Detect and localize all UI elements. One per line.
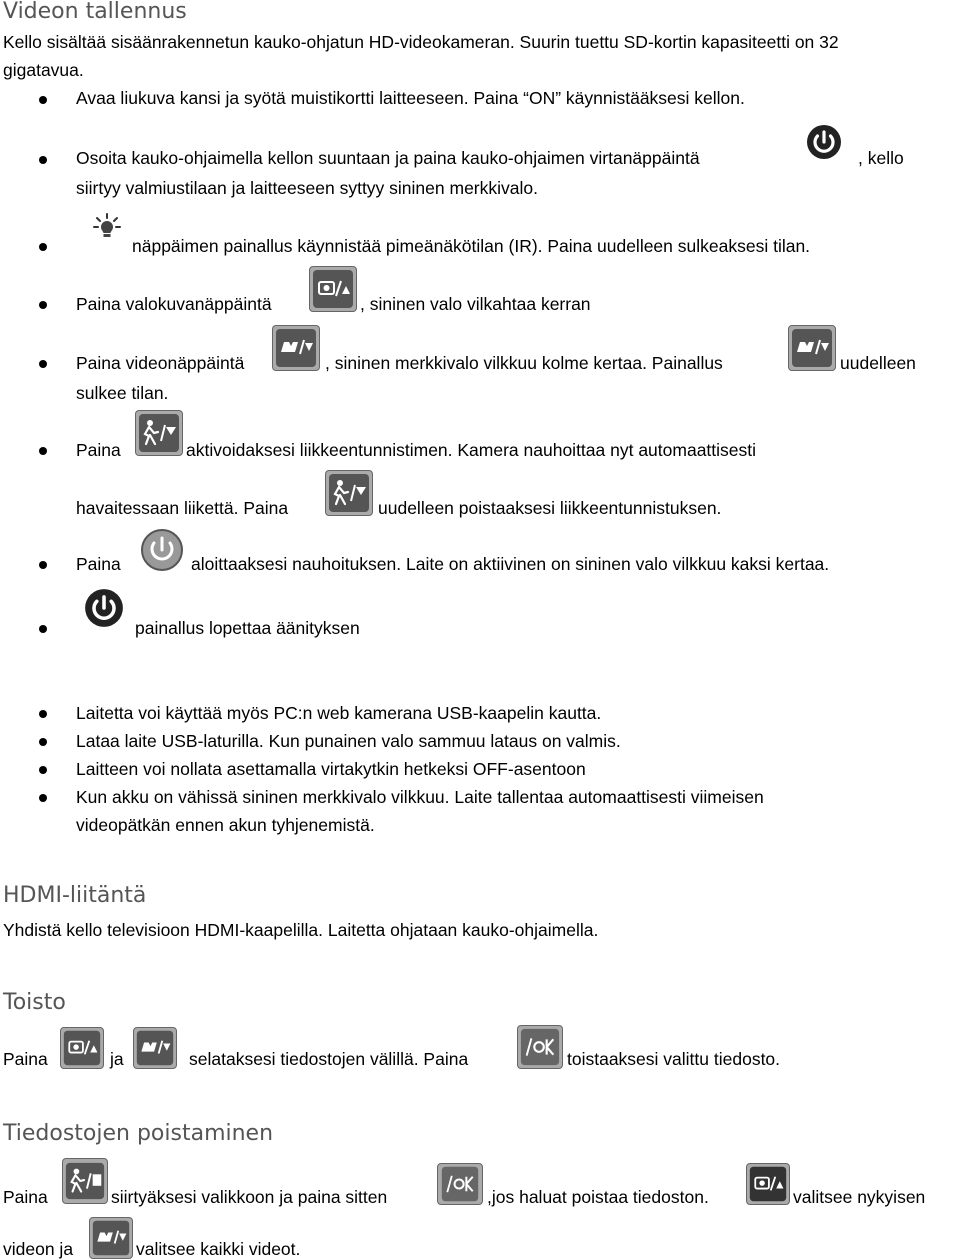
bullet-battery-text: Kun akku on vähissä sininen merkkivalo vilkkuu. Laite tallentaa automaattisesti viimeisen	[76, 787, 764, 807]
power-icon	[806, 124, 842, 160]
bullet	[39, 766, 47, 774]
bullet-video-text-mid: , sininen merkkivalo vilkkuu kolme kertaa. Painallus	[325, 353, 723, 373]
bullet-remote-text-end: , kello	[858, 148, 904, 168]
bullet-video-text-end: uudelleen	[840, 353, 916, 373]
bullet-photo-text: Paina valokuvanäppäintä	[76, 294, 272, 314]
bullet-charge-text: Lataa laite USB-laturilla. Kun punainen valo sammuu lataus on valmis.	[76, 731, 621, 751]
bullet-stop-text: painallus lopettaa äänityksen	[135, 618, 360, 638]
hdmi-section-title: HDMI-liitäntä	[3, 883, 147, 908]
bullet	[39, 156, 47, 164]
bullet-motion-text-cont: havaitessaan liikettä. Paina	[76, 498, 289, 518]
motion-button-icon	[325, 470, 373, 516]
ir-light-icon	[92, 212, 122, 242]
video-section-title: Videon tallennus	[3, 0, 187, 24]
motion-button-icon	[135, 410, 183, 456]
bullet	[39, 447, 47, 455]
video-intro-line1: Kello sisältää sisäänrakennetun kauko-ohjatun HD-videokameran. Suurin tuettu SD-kortin kapasiteetti on 32	[3, 32, 839, 52]
delete-text-6: valitsee kaikki videot.	[136, 1239, 301, 1259]
bullet-video-text-cont: sulkee tilan.	[76, 383, 169, 403]
bullet-record-text: Paina	[76, 554, 121, 574]
bullet-remote-text: Osoita kauko-ohjaimella kellon suuntaan ja paina kauko-ohjaimen virtanäppäintä	[76, 148, 700, 168]
bullet	[39, 794, 47, 802]
bullet-record-text-end: aloittaaksesi nauhoituksen. Laite on aktiivinen on sininen valo vilkkuu kaksi kertaa.	[191, 554, 830, 574]
delete-section-title: Tiedostojen poistaminen	[3, 1121, 274, 1146]
bullet-insert-card: Avaa liukuva kansi ja syötä muistikortti laitteeseen. Paina “ON” käynnistääksesi kellon.	[76, 88, 745, 108]
bullet-webcam-text: Laitetta voi käyttää myös PC:n web kamerana USB-kaapelin kautta.	[76, 703, 602, 723]
delete-text-1: Paina	[3, 1187, 48, 1207]
playback-text-4: toistaaksesi valittu tiedosto.	[567, 1049, 781, 1069]
bullet	[39, 301, 47, 309]
ok-button-icon	[517, 1025, 563, 1069]
bullet-reset-text: Laitteen voi nollata asettamalla virtakytkin hetkeksi OFF-asentoon	[76, 759, 586, 779]
bullet-motion-text-mid: aktivoidaksesi liikkeentunnistimen. Kamera nauhoittaa nyt automaattisesti	[186, 440, 757, 460]
playback-text-3: selataksesi tiedostojen välillä. Paina	[189, 1049, 469, 1069]
menu-button-icon	[62, 1158, 108, 1204]
bullet	[39, 96, 47, 104]
delete-text-3: ,jos haluat poistaa tiedoston.	[487, 1187, 709, 1207]
delete-text-5: videon ja	[3, 1239, 74, 1259]
bullet-video-text: Paina videonäppäintä	[76, 353, 245, 373]
bullet	[39, 738, 47, 746]
video-intro-line2: gigatavua.	[3, 60, 84, 80]
power-icon	[84, 588, 124, 628]
playback-section-title: Toisto	[3, 990, 66, 1015]
video-button-icon	[272, 325, 320, 371]
playback-text-2: ja	[110, 1049, 124, 1069]
delete-text-2: siirtyäksesi valikkoon ja paina sitten	[111, 1187, 388, 1207]
bullet	[39, 561, 47, 569]
bullet	[39, 710, 47, 718]
playback-text-1: Paina	[3, 1049, 48, 1069]
bullet-remote-text-cont: siirtyy valmiustilaan ja laitteeseen syttyy sininen merkkivalo.	[76, 178, 538, 198]
photo-button-icon	[60, 1027, 104, 1069]
bullet	[39, 360, 47, 368]
record-button-icon	[140, 528, 184, 572]
video-button-icon	[89, 1217, 133, 1259]
bullet-motion-text: Paina	[76, 440, 121, 460]
bullet-battery-text-cont: videopätkän ennen akun tyhjenemistä.	[76, 815, 375, 835]
photo-button-icon	[746, 1163, 790, 1205]
video-button-icon	[133, 1027, 177, 1069]
video-button-icon	[788, 325, 836, 371]
delete-text-4: valitsee nykyisen	[793, 1187, 926, 1207]
ok-button-icon	[437, 1163, 483, 1205]
bullet	[39, 243, 47, 251]
photo-button-icon	[309, 266, 357, 312]
bullet-photo-text-end: , sininen valo vilkahtaa kerran	[360, 294, 591, 314]
bullet	[39, 625, 47, 633]
hdmi-text: Yhdistä kello televisioon HDMI-kaapelilla. Laitetta ohjataan kauko-ohjaimella.	[3, 920, 599, 940]
bullet-motion-text-end: uudelleen poistaaksesi liikkeentunnistuksen.	[378, 498, 722, 518]
bullet-ir-text: näppäimen painallus käynnistää pimeänäkötilan (IR). Paina uudelleen sulkeaksesi tilan.	[132, 236, 811, 256]
